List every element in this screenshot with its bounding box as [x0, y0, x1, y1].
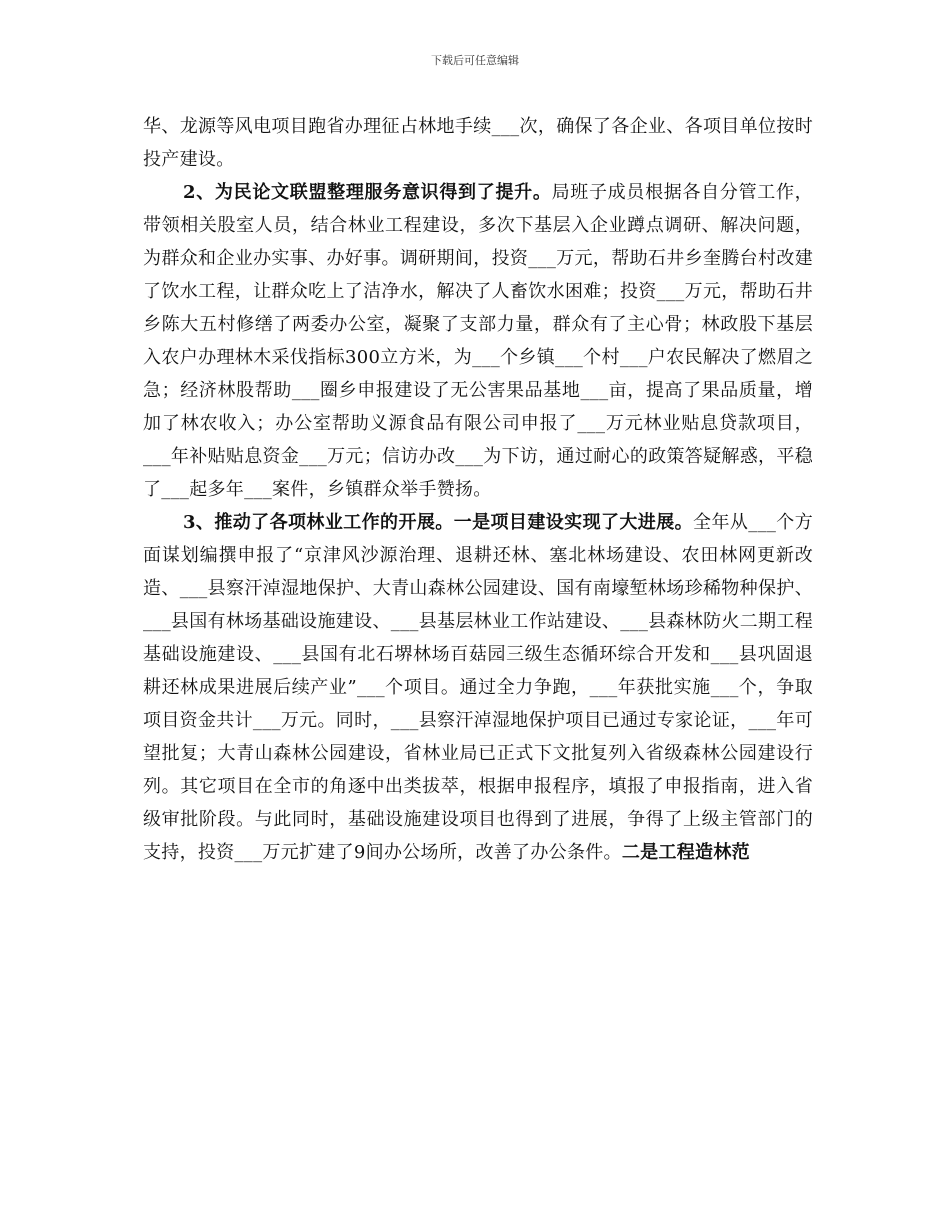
- body-text: 局班子成员根据各自分管工作，带领相关股室人员，结合林业工程建设，多次下基层入企业蹲点调研、解决问题，为群众和企业办实事、办好事。调研期间，投资___万元，帮助石井乡奎腾台村改建了饮水工程，让群众吃上了洁净水，解决了人畜饮水困难；投资___万元，帮助石井乡陈大五村修缮了两委办公室，凝聚了支部力量，群众有了主心骨；林政股下基层入农户办理林木采伐指标300立方米，为___个乡镇___个村___户农民解决了燃眉之急；经济林股帮助___圈乡申报建设了无公害果品基地___亩，提高了果品质量，增加了林农收入；办公室帮助义源食品有限公司申报了___万元林业贴息贷款项目，___年补贴贴息资金___万元；信访办改___为下访，通过耐心的政策答疑解惑，平稳了___起多年___案件，乡镇群众举手赞扬。: [143, 182, 813, 500]
- bold-heading-text: 3、推动了各项林业工作的开展。一是项目建设实现了大进展。: [183, 512, 694, 533]
- body-text: 全年从___个方面谋划编撰申报了“京津风沙源治理、退耕还林、塞北林场建设、农田林网更新改造、___县察汗淖湿地保护、大青山森林公园建设、国有南壕堑林场珍稀物种保护、___县国有林场基础设施建设、___县基层林业工作站建设、___县森林防火二期工程基础设施建设、___县国有北石堺林场百菇园三级生态循环综合开发和___县巩固退耕还林成果进展后续产业”___个项目。通过全力争跑，___年获批实施___个，争取项目资金共计___万元。同时，___县察汗淖湿地保护项目已通过专家论证，___年可望批复；大青山森林公园建设，省林业局已正式下文批复列入省级森林公园建设行列。其它项目在全市的角逐中出类拔萃，根据申报程序，填报了申报指南，进入省级审批阶段。与此同时，基础设施建设项目也得到了进展，争得了上级主管部门的支持，投资___万元扩建了9间办公场所，改善了办公条件。: [143, 512, 814, 863]
- document-body: [143, 110, 813, 869]
- paragraph: [143, 506, 813, 869]
- paragraph: [143, 110, 813, 176]
- bold-heading-text: 2、为民论文联盟整理服务意识得到了提升。: [183, 182, 552, 203]
- bold-heading-text: 二是工程造林范: [621, 842, 750, 863]
- page-header: 下载后可任意编辑: [431, 54, 519, 67]
- paragraph: [143, 176, 813, 506]
- body-text: 华、龙源等风电项目跑省办理征占林地手续___次，确保了各企业、各项目单位按时投产建设。: [143, 116, 813, 170]
